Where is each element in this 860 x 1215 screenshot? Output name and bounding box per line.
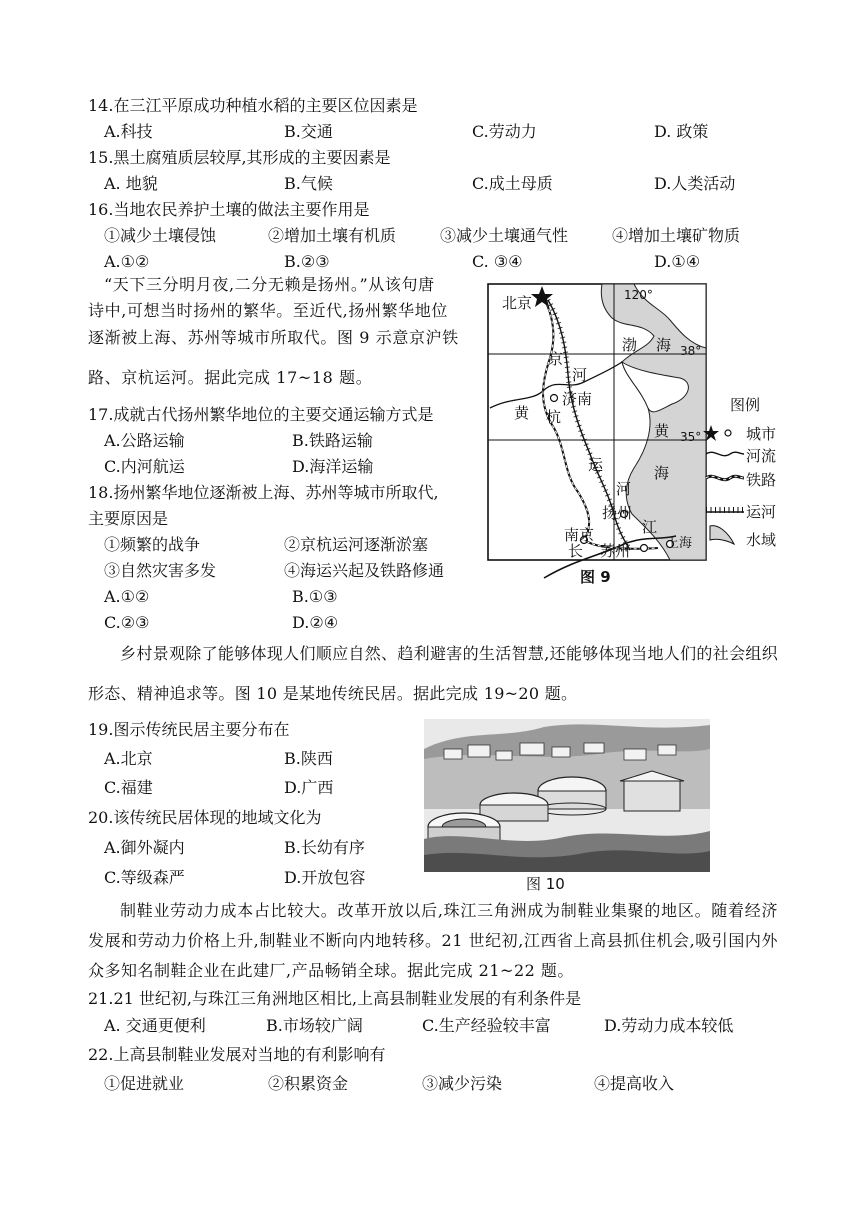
q18-stem-line-2: 主要原因是 [88,509,169,528]
q18-statement-1: ①频繁的战争 [104,535,201,554]
q16-option-b: B.②③ [284,252,330,271]
map-label-huanghai-1: 黄 [654,422,670,440]
q18-statement-2: ②京杭运河逐渐淤塞 [284,535,429,554]
q22-statement-1: ①促进就业 [104,1074,185,1093]
figure-9-map [484,278,790,592]
q16-statement-2: ②增加土壤有机质 [268,226,397,245]
q21-option-c: C.生产经验较丰富 [422,1016,551,1035]
q20-stem: 20.该传统民居体现的地域文化为 [88,808,322,827]
q16-option-d: D.①④ [654,252,701,271]
q14-option-d: D. 政策 [654,122,709,141]
map-label-lon-120: 120° [624,288,653,302]
intro-17-18-line-3: 逐渐被上海、苏州等城市所取代。图 9 示意京沪铁 [88,328,459,347]
suzhou-city-marker [641,545,648,552]
q19-option-b: B.陕西 [284,749,333,768]
q16-statement-4: ④增加土壤矿物质 [612,226,741,245]
q17-option-b: B.铁路运输 [292,431,373,450]
q15-stem: 15.黑土腐殖质层较厚,其形成的主要因素是 [88,148,391,167]
q16-option-a: A.①② [104,252,150,271]
map-label-lat-38: 38° [680,344,702,358]
q20-option-c: C.等级森严 [104,868,185,887]
q16-statement-1: ①减少土壤侵蚀 [104,226,217,245]
q14-option-c: C.劳动力 [472,122,537,141]
jinan-city-marker [551,395,558,402]
map-label-bohai-1: 渤 [622,336,638,354]
figure-10-tulou-image [424,719,710,872]
map-label-yellow-river: 黄 [514,404,530,422]
q20-option-d: D.开放包容 [284,868,366,887]
figure-10-caption: 图 10 [526,875,565,893]
map-label-jiang: 江 [642,518,658,536]
q19-option-d: D.广西 [284,778,334,797]
q15-option-c: C.成土母质 [472,174,553,193]
map-9-drawing [484,278,790,592]
map-label-yangzhou: 扬州 [602,504,633,522]
map-label-chang: 长 [568,542,584,560]
legend-label-canal: 运河 [746,503,777,521]
map-label-canal-1: 京 [548,350,564,368]
legend-label-city: 城市 [746,425,777,443]
intro-17-18-line-1: “天下三分明月夜,二分无赖是扬州。”从该句唐 [104,275,435,294]
q21-stem: 21.21 世纪初,与珠江三角洲地区相比,上高县制鞋业发展的有利条件是 [88,989,582,1008]
intro-21-22: 制鞋业劳动力成本占比较大。改革开放以后,珠江三角洲成为制鞋业集聚的地区。随着经济发展和劳动力价格上升,制鞋业不断向内地转移。21 世纪初,江西省上高县抓住机会,吸引国内外众多知名制鞋企业在此建厂,产品畅销全球。据此完成 21~22 题。 [88,901,778,980]
q18-statement-4: ④海运兴起及铁路修通 [284,561,445,580]
q17-option-a: A.公路运输 [104,431,185,450]
map-label-nanjing: 南京 [564,526,595,544]
q21-option-a: A. 交通更便利 [104,1016,206,1035]
map-label-jinan: 济南 [562,390,593,408]
q18-option-c: C.②③ [104,613,150,632]
intro-17-18-line-4: 路、京杭运河。据此完成 17~18 题。 [88,368,373,387]
map-label-canal-3: 杭 [546,408,562,426]
q15-option-a: A. 地貌 [104,174,158,193]
map-label-beijing: 北京 [502,294,533,312]
legend-circle-icon [725,430,731,436]
q18-option-b: B.①③ [292,587,338,606]
q16-option-c: C. ③④ [472,252,523,271]
map-label-huanghai-2: 海 [654,464,670,482]
q19-stem: 19.图示传统民居主要分布在 [88,720,290,739]
legend-label-river: 河流 [746,447,777,465]
q22-statement-2: ②积累资金 [268,1074,349,1093]
map-label-suzhou: 苏州 [600,542,631,560]
q15-option-d: D.人类活动 [654,174,736,193]
q20-option-a: A.御外凝内 [104,838,185,857]
map-label-canal-2: 河 [572,366,588,384]
map-label-bohai-2: 海 [656,336,672,354]
q22-statement-4: ④提高收入 [594,1074,675,1093]
q21-option-d: D.劳动力成本较低 [604,1016,734,1035]
q19-option-c: C.福建 [104,778,153,797]
q18-option-d: D.②④ [292,613,339,632]
q21-option-b: B.市场较广阔 [266,1016,363,1035]
q15-option-b: B.气候 [284,174,333,193]
q17-option-c: C.内河航运 [104,457,185,476]
map-label-lat-35: 35° [680,430,702,444]
map-label-canal-4: 运 [588,456,604,474]
q14-option-b: B.交通 [284,122,333,141]
map-label-shanghai: 上海 [666,536,693,551]
q16-stem: 16.当地农民养护土壤的做法主要作用是 [88,200,370,219]
q20-option-b: B.长幼有序 [284,838,365,857]
q17-option-d: D.海洋运输 [292,457,374,476]
map-label-canal-5: 河 [616,480,632,498]
q14-stem: 14.在三江平原成功种植水稻的主要区位因素是 [88,96,418,115]
q22-statement-3: ③减少污染 [422,1074,503,1093]
tulou-sketch [424,719,710,872]
q18-option-a: A.①② [104,587,150,606]
legend-label-rail: 铁路 [746,471,777,489]
intro-17-18-line-2: 诗中,可想当时扬州的繁华。至近代,扬州繁华地位 [88,301,448,320]
q18-statement-3: ③自然灾害多发 [104,561,217,580]
legend-label-water: 水域 [746,531,777,549]
q16-statement-3: ③减少土壤通气性 [440,226,569,245]
q19-option-a: A.北京 [104,749,153,768]
q14-option-a: A.科技 [104,122,153,141]
q22-stem: 22.上高县制鞋业发展对当地的有利影响有 [88,1045,386,1064]
figure-9-caption: 图 9 [580,568,611,586]
legend-title: 图例 [730,396,761,414]
q18-stem-line-1: 18.扬州繁华地位逐渐被上海、苏州等城市所取代, [88,483,439,502]
intro-19-20: 乡村景观除了能够体现人们顺应自然、趋利避害的生活智慧,还能够体现当地人们的社会组织形态、精神追求等。图 10 是某地传统民居。据此完成 19~20 题。 [88,644,778,703]
q17-stem: 17.成就古代扬州繁华地位的主要交通运输方式是 [88,405,434,424]
